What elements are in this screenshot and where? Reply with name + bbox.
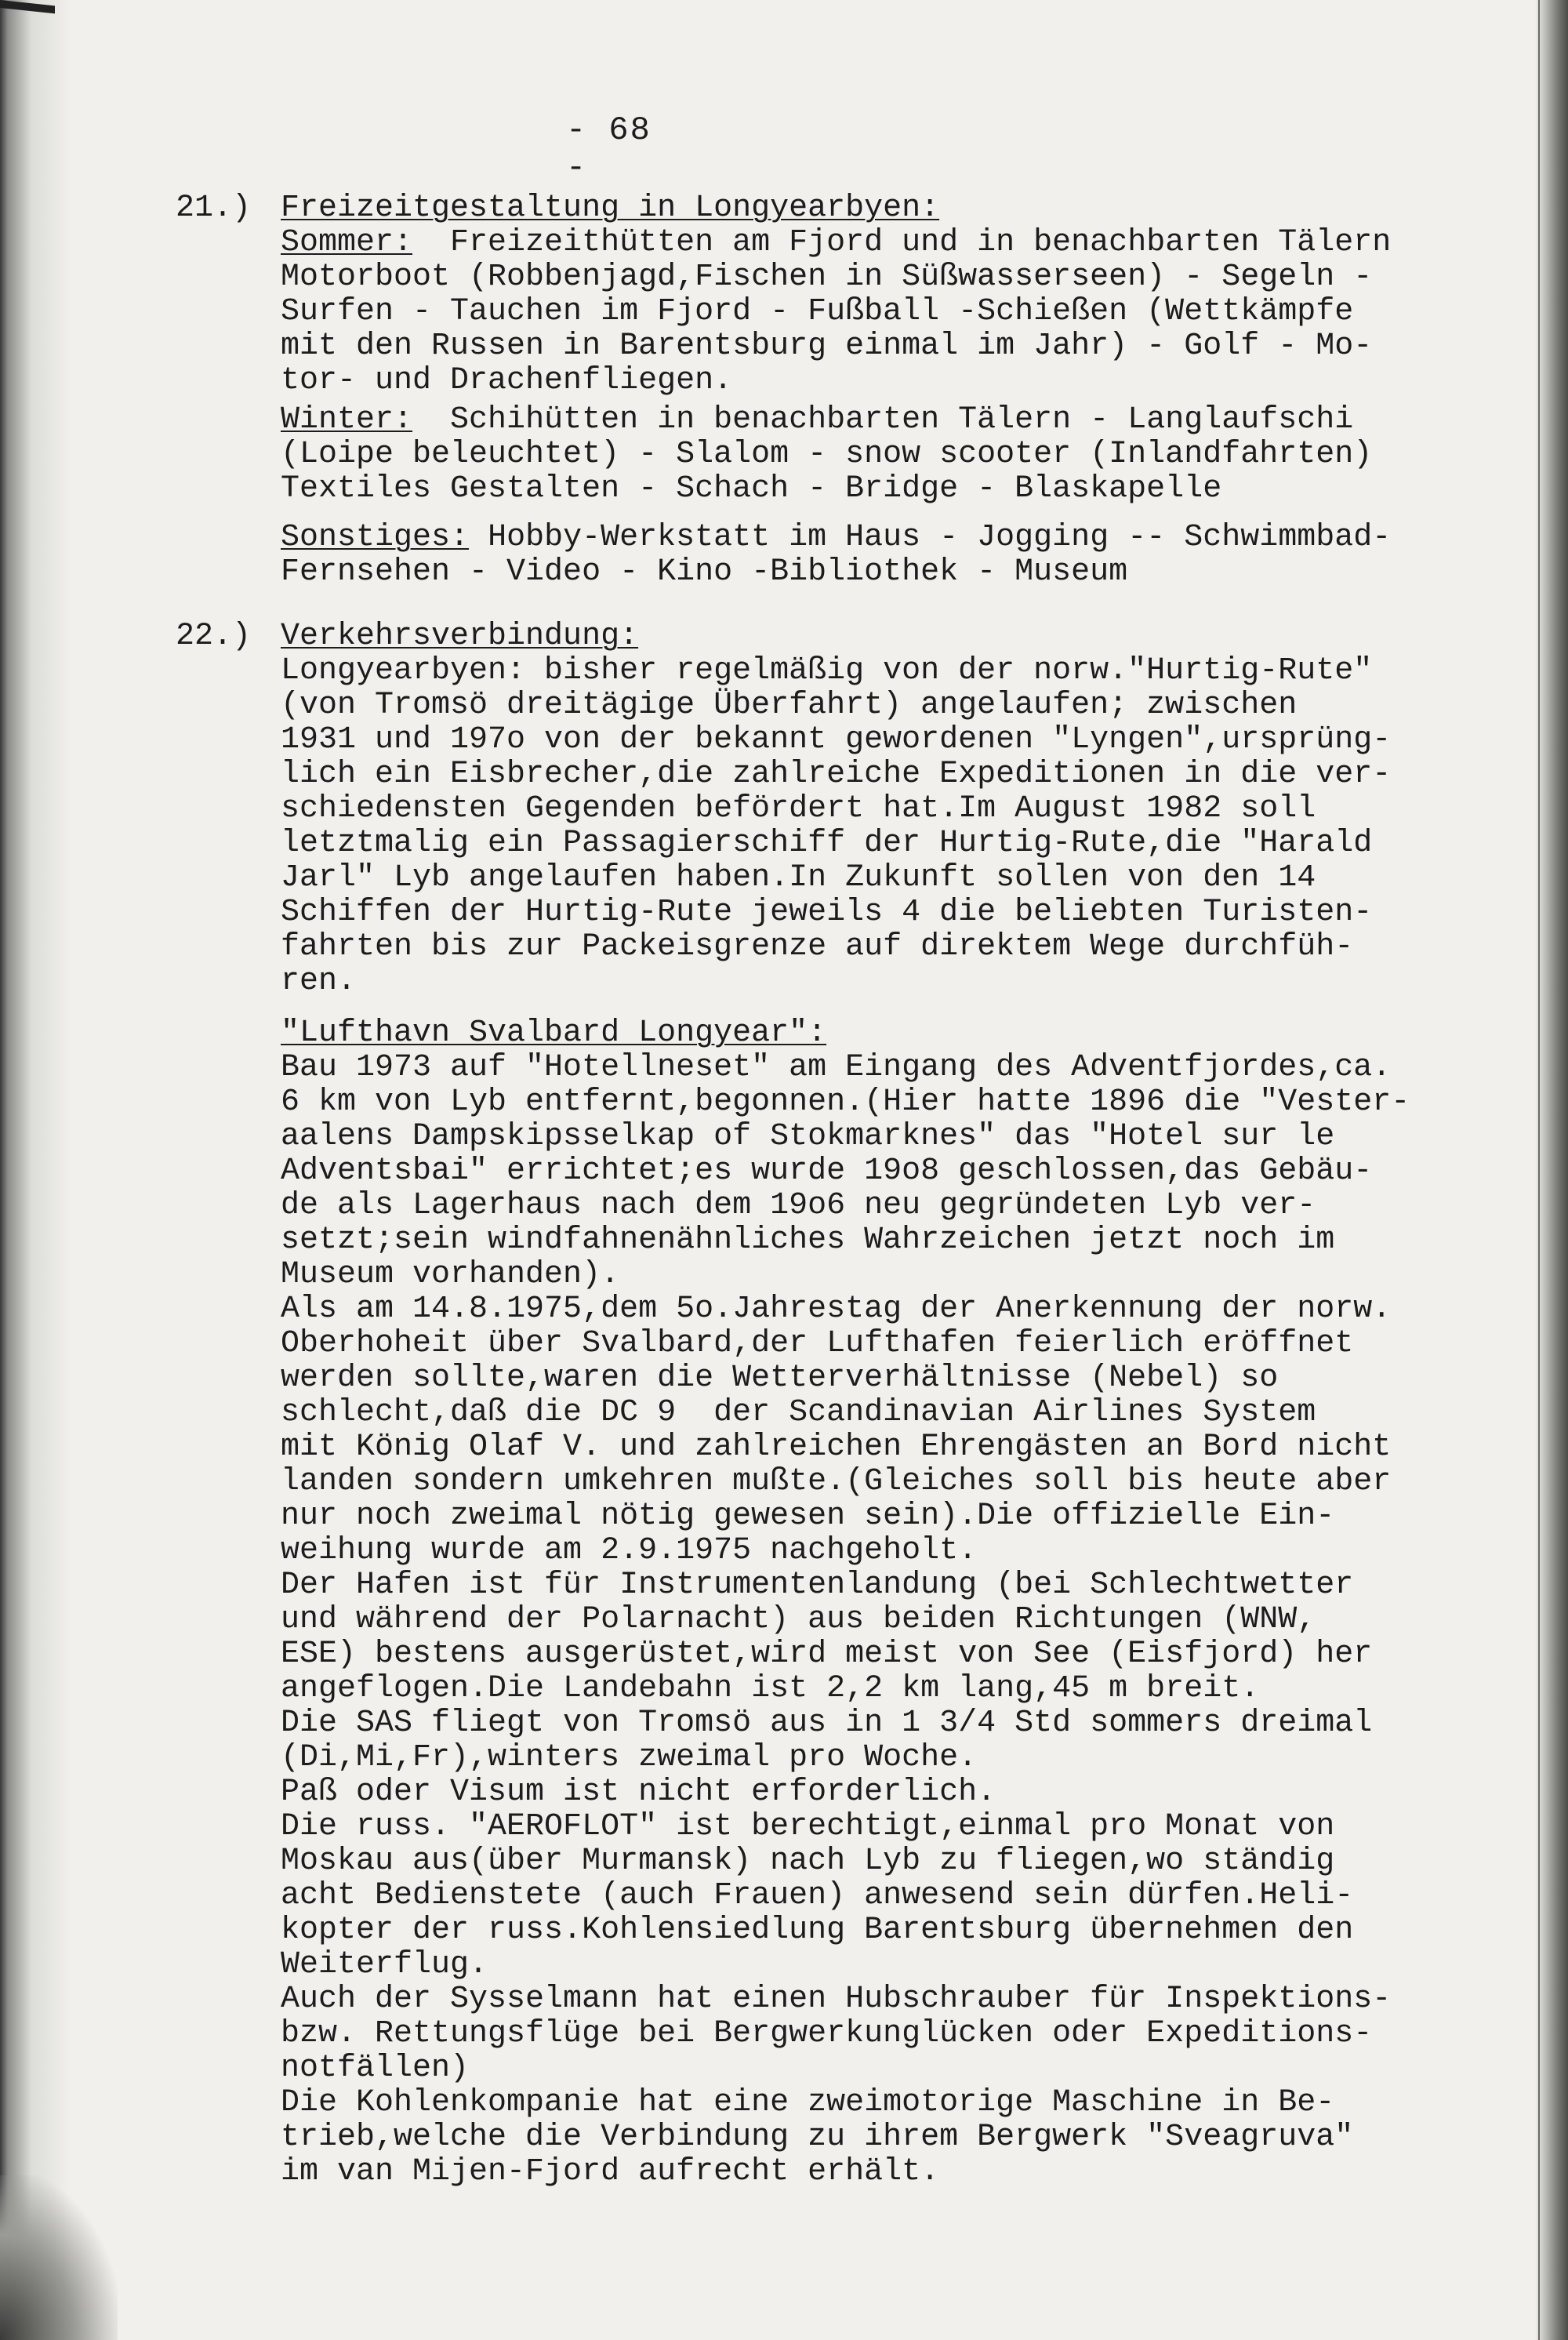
section-22-line: Moskau aus(über Murmansk) nach Lyb zu fliegen,wo ständig (281, 1844, 1335, 1879)
section-22-line: Jarl" Lyb angelaufen haben.In Zukunft sollen von den 14 (281, 860, 1316, 896)
section-22-line: Als am 14.8.1975,dem 5o.Jahrestag der Anerkennung der norw. (281, 1292, 1392, 1327)
section-22-line: (Di,Mi,Fr),winters zweimal pro Woche. (281, 1740, 978, 1775)
section-21-line: Fernsehen - Video - Kino -Bibliothek - Museum (281, 554, 1128, 590)
section-21-heading: Freizeitgestaltung in Longyearbyen: (281, 191, 940, 226)
section-22-line: Adventsbai" errichtet;es wurde 19o8 geschlossen,das Gebäu- (281, 1154, 1373, 1189)
section-21-misc-line-1: Sonstiges: Hobby-Werkstatt im Haus - Jogging -- Schwimmbad- (281, 520, 1392, 555)
section-22-line: und während der Polarnacht) aus beiden Richtungen (WNW, (281, 1602, 1316, 1637)
section-22-line: Der Hafen ist für Instrumentenlandung (bei Schlechtwetter (281, 1568, 1354, 1603)
section-22-line: 6 km von Lyb entfernt,begonnen.(Hier hatte 1896 die "Vester- (281, 1085, 1410, 1120)
section-22-line: landen sondern umkehren mußte.(Gleiches soll bis heute aber (281, 1464, 1392, 1499)
section-22-line: setzt;sein windfahnenähnliches Wahrzeichen jetzt noch im (281, 1223, 1335, 1258)
scan-right-edge-line (1538, 0, 1540, 2340)
section-22-line: notfällen) (281, 2051, 470, 2086)
airport-subheading: "Lufthavn Svalbard Longyear": (281, 1016, 827, 1051)
section-21-line: mit den Russen in Barentsburg einmal im Jahr) - Golf - Mo- (281, 329, 1373, 364)
section-22-line: fahrten bis zur Packeisgrenze auf direktem Wege durchfüh- (281, 929, 1354, 965)
section-22-line: Museum vorhanden). (281, 1257, 620, 1292)
section-21-line: Motorboot (Robbenjagd,Fischen in Süßwasserseen) - Segeln - (281, 260, 1373, 295)
section-22-line: weihung wurde am 2.9.1975 nachgeholt. (281, 1533, 978, 1568)
section-22-line: trieb,welche die Verbindung zu ihrem Bergwerk "Sveagruva" (281, 2120, 1354, 2155)
section-22-line: werden sollte,waren die Wetterverhältnisse (Nebel) so (281, 1361, 1279, 1396)
section-21-summer-line-1: Sommer: Freizeithütten am Fjord und in benachbarten Tälern (281, 225, 1392, 260)
section-21-number: 21.) (176, 191, 252, 226)
section-22-line: Paß oder Visum ist nicht erforderlich. (281, 1775, 996, 1810)
section-21-line: Surfen - Tauchen im Fjord - Fußball -Schießen (Wettkämpfe (281, 294, 1354, 329)
section-22-line: schlecht,daß die DC 9 der Scandinavian Airlines System (281, 1395, 1316, 1430)
section-22-line: acht Bedienstete (auch Frauen) anwesend sein dürfen.Heli- (281, 1878, 1354, 1913)
section-22-line: mit König Olaf V. und zahlreichen Ehrengästen an Bord nicht (281, 1430, 1392, 1465)
section-22-line: Longyearbyen: bisher regelmäßig von der norw."Hurtig-Rute" (281, 653, 1373, 689)
section-22-line: lich ein Eisbrecher,die zahlreiche Expeditionen in die ver- (281, 757, 1392, 792)
section-21-winter-line-1: Winter: Schihütten in benachbarten Tälern - Langlaufschi (281, 402, 1354, 438)
section-22-line: Schiffen der Hurtig-Rute jeweils 4 die beliebten Turisten- (281, 895, 1373, 930)
section-22-line: kopter der russ.Kohlensiedlung Barentsburg übernehmen den (281, 1913, 1354, 1948)
section-22-heading: Verkehrsverbindung: (281, 619, 639, 654)
section-22-number: 22.) (176, 619, 252, 654)
section-22-line: nur noch zweimal nötig gewesen sein).Die offizielle Ein- (281, 1499, 1335, 1534)
section-22-line: bzw. Rettungsflüge bei Bergwerkunglücken oder Expeditions- (281, 2016, 1373, 2051)
section-22-line: Die russ. "AEROFLOT" ist berechtigt,einmal pro Monat von (281, 1809, 1335, 1844)
section-22-line: im van Mijen-Fjord aufrecht erhält. (281, 2154, 940, 2189)
section-22-line: letztmalig ein Passagierschiff der Hurtig-Rute,die "Harald (281, 826, 1373, 861)
section-21-line: (Loipe beleuchtet) - Slalom - snow scooter (Inlandfahrten) (281, 437, 1373, 472)
section-22-line: ESE) bestens ausgerüstet,wird meist von See (Eisfjord) her (281, 1637, 1373, 1672)
scan-right-edge-shadow (1535, 0, 1568, 2340)
section-22-line: Bau 1973 auf "Hotellneset" am Eingang des Adventfjordes,ca. (281, 1050, 1392, 1085)
section-21-line: Textiles Gestalten - Schach - Bridge - Blaskapelle (281, 471, 1222, 507)
section-22-line: Oberhoheit über Svalbard,der Lufthafen feierlich eröffnet (281, 1326, 1354, 1361)
section-22-line: Weiterflug. (281, 1947, 488, 1982)
section-22-line: schiedensten Gegenden befördert hat.Im August 1982 soll (281, 791, 1316, 827)
scan-left-edge-shadow (0, 0, 71, 2340)
section-22-line: Die SAS fliegt von Tromsö aus in 1 3/4 Std sommers dreimal (281, 1706, 1373, 1741)
section-22-line: Auch der Sysselmann hat einen Hubschrauber für Inspektions- (281, 1982, 1392, 2017)
section-22-line: de als Lagerhaus nach dem 19o6 neu gegründeten Lyb ver- (281, 1188, 1316, 1223)
section-21-line: tor- und Drachenfliegen. (281, 363, 733, 398)
section-22-line: 1931 und 197o von der bekannt gewordenen "Lyngen",ursprüng- (281, 722, 1392, 758)
section-22-line: (von Tromsö dreitägige Überfahrt) angelaufen; zwischen (281, 688, 1298, 723)
section-22-line: Die Kohlenkompanie hat eine zweimotorige Maschine in Be- (281, 2085, 1335, 2120)
section-22-line: angeflogen.Die Landebahn ist 2,2 km lang,45 m breit. (281, 1671, 1260, 1706)
section-22-line: aalens Dampskipsselkap of Stokmarknes" das "Hotel sur le (281, 1119, 1335, 1154)
page-number: - 68 - (566, 111, 652, 187)
section-22-line: ren. (281, 964, 357, 999)
scan-bottom-left-shadow (0, 2175, 118, 2340)
